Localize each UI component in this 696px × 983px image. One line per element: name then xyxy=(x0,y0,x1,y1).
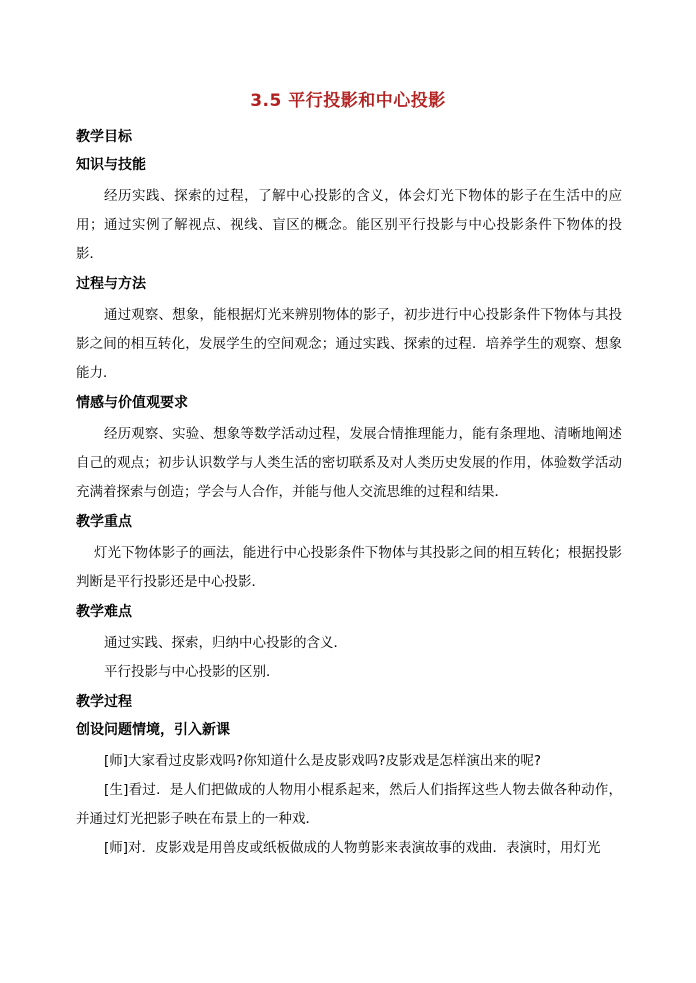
paragraph-difficulty-2: 平行投影与中心投影的区别． xyxy=(104,664,280,680)
paragraph-key-points: 灯光下物体影子的画法，能进行中心投影条件下物体与其投影之间的相互转化；根据投影判断是平行投影还是中心投影． xyxy=(76,545,622,590)
section-heading-process: 过程与方法 xyxy=(76,276,146,292)
section-heading-teaching-process: 教学过程 xyxy=(76,694,132,710)
paragraph-dialog-2: [生]看过．是人们把做成的人物用小棍系起来，然后人们指挥这些人物去做各种动作，并通过灯光把影子映在布景上的一种戏． xyxy=(76,782,622,827)
section-heading-key-points: 教学重点 xyxy=(76,514,132,530)
paragraph-dialog-1: [师]大家看过皮影戏吗?你知道什么是皮影戏吗?皮影戏是怎样演出来的呢? xyxy=(104,753,542,769)
document-title: 3.5 平行投影和中心投影 xyxy=(250,91,446,111)
paragraph-process: 通过观察、想象，能根据灯光来辨别物体的影子，初步进行中心投影条件下物体与其投影之间的相互转化，发展学生的空间观念；通过实践、探索的过程．培养学生的观察、想象能力． xyxy=(76,307,622,381)
document-body xyxy=(76,122,622,863)
paragraph-dialog-3: [师]对．皮影戏是用兽皮或纸板做成的人物剪影来表演故事的戏曲．表演时，用灯光 xyxy=(104,840,601,856)
section-heading-knowledge: 知识与技能 xyxy=(76,157,146,173)
paragraph-difficulty-1: 通过实践、探索，归纳中心投影的含义． xyxy=(104,635,347,651)
section-heading-introduction: 创设问题情境，引入新课 xyxy=(76,722,230,738)
paragraph-emotion: 经历观察、实验、想象等数学活动过程，发展合情推理能力，能有条理地、清晰地阐述自己的观点；初步认识数学与人类生活的密切联系及对人类历史发展的作用，体验数学活动充满着探索与创造；学会与人合作，并能与他人交流思维的过程和结果． xyxy=(76,426,622,500)
section-heading-difficulties: 教学难点 xyxy=(76,604,132,620)
paragraph-knowledge: 经历实践、探索的过程，了解中心投影的含义，体会灯光下物体的影子在生活中的应用；通过实例了解视点、视线、盲区的概念。能区别平行投影与中心投影条件下物体的投影． xyxy=(76,188,622,262)
section-heading-objectives: 教学目标 xyxy=(76,129,132,145)
section-heading-emotion: 情感与价值观要求 xyxy=(76,395,188,411)
